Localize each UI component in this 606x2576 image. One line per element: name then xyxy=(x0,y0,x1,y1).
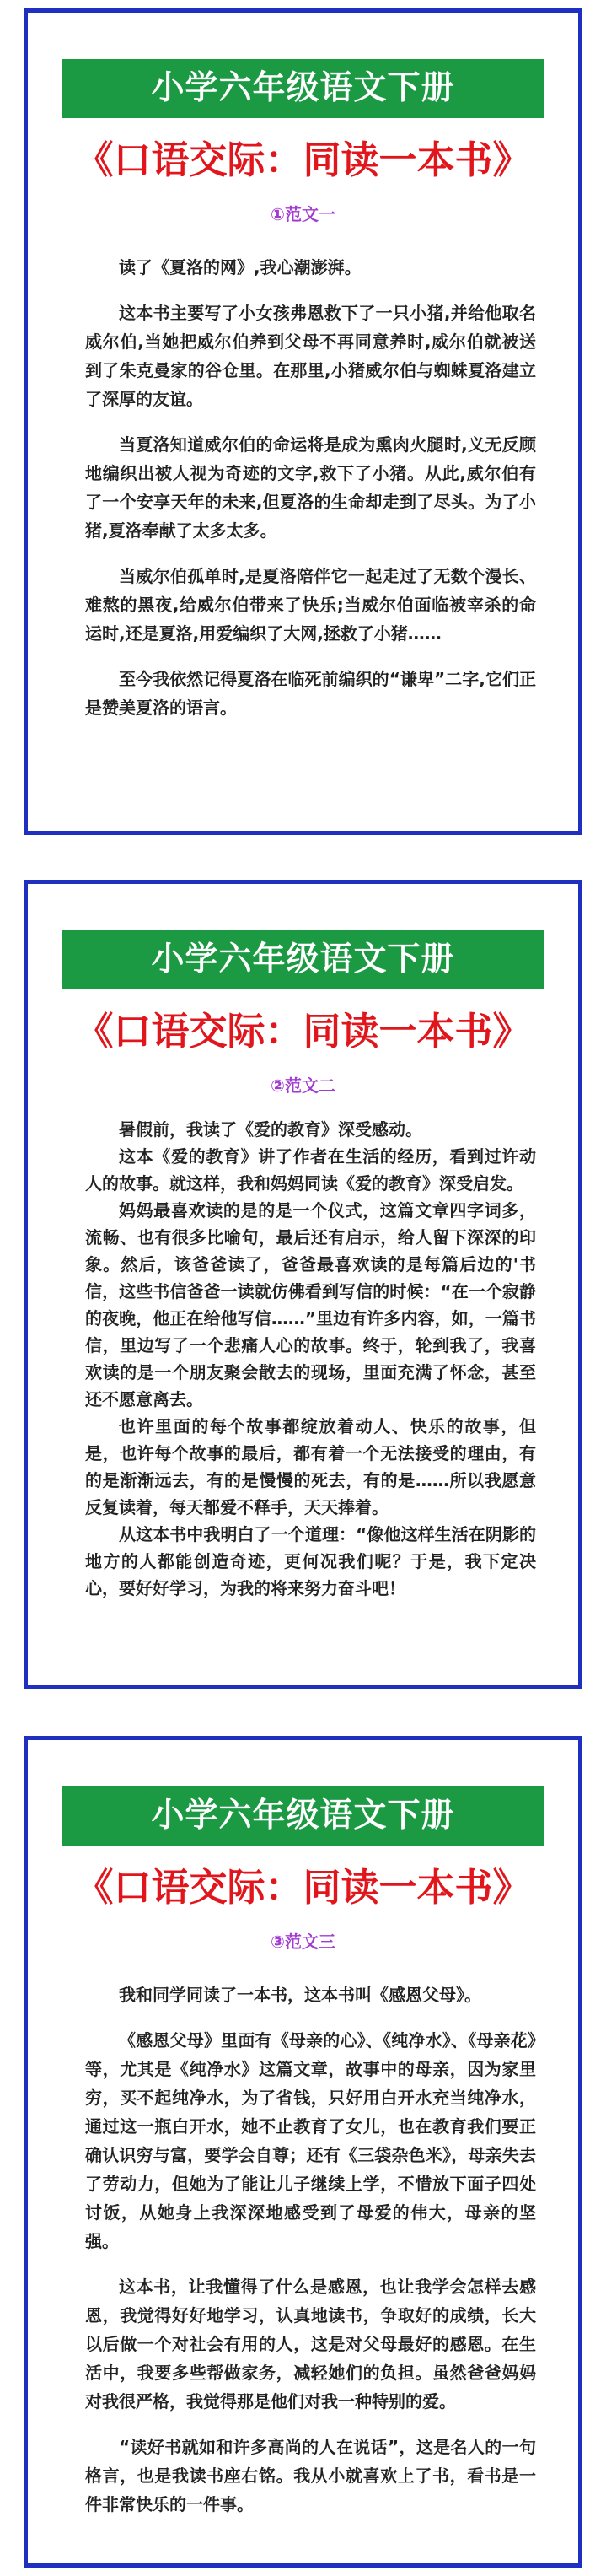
paragraph: “读好书就如和许多高尚的人在说话”，这是名人的一句格言，也是我读书座右铭。我从小就喜欢上了书，看书是一件非常快乐的一件事。 xyxy=(85,2437,536,2514)
paragraph: 妈妈最喜欢读的是的是一个仪式，这篇文章四字词多，流畅、也有很多比喻句，最后还有启示，给人留下深深的印象。然后，该爸爸读了，爸爸最喜欢读的是每篇后边的'书信，这些书信爸爸一读就仿佛看到写信的时候：“在一个寂静的夜晚，他正在给他写信……”里边有许多内容，如，一篇书信，里边写了一个悲痛人心的故事。终于，轮到我了，我喜欢读的是一个朋友聚会散去的现场，里面充满了怀念，甚至还不愿意离去。 xyxy=(85,1200,536,1409)
banner-title: 小学六年级语文下册 xyxy=(62,1786,544,1846)
paragraph: 这本书，让我懂得了什么是感恩，也让我学会怎样去感恩，我觉得好好地学习，认真地读书，争取好的成绩，长大以后做一个对社会有用的人，这是对父母最好的感恩。在生活中，我要多些帮做家务，减轻她们的负担。虽然爸爸妈妈对我很严格，我觉得那是他们对我一种特别的爱。 xyxy=(85,2277,536,2412)
paragraph: 当夏洛知道威尔伯的命运将是成为熏肉火腿时,义无反顾地编织出被人视为奇迹的文字,救下了小猪。从此,威尔伯有了一个安享天年的未来,但夏洛的生命却走到了尽头。为了小猪,夏洛奉献了太多太多。 xyxy=(85,434,536,541)
subtitle: 《口语交际：同读一本书》 xyxy=(75,1865,531,1910)
paragraph: 读了《夏洛的网》,我心潮澎湃。 xyxy=(119,257,362,278)
essay-body xyxy=(85,1116,536,1602)
essay-body xyxy=(85,253,536,739)
paragraph: 从这本书中我明白了一个道理：“像他这样生活在阴影的地方的人都能创造奇迹，更何况我们呢？于是，我下定决心，要好好学习，为我的将来努力奋斗吧！ xyxy=(85,1524,536,1598)
paragraph: 暑假前，我读了《爱的教育》深受感动。 xyxy=(119,1119,422,1140)
subtitle: 《口语交际：同读一本书》 xyxy=(75,137,531,182)
essay-card-1 xyxy=(24,8,582,835)
paragraph: 《感恩父母》里面有《母亲的心》、《纯净水》、《母亲花》等，尤其是《纯净水》这篇文章，故事中的母亲，因为家里穷，买不起纯净水，为了省钱，只好用白开水充当纯净水，通过这一瓶白开水，她不止教育了女儿，也在教育我们要正确认识穷与富，要学会自尊；还有《三袋杂色米》，母亲失去了劳动力，但她为了能让儿子继续上学，不惜放下面子四处讨饭，从她身上我深深地感受到了母爱的伟大，母亲的坚强。 xyxy=(85,2030,536,2251)
paragraph: 至今我依然记得夏洛在临死前编织的“谦卑”二字,它们正是赞美夏洛的语言。 xyxy=(85,669,536,718)
paragraph: 这本书主要写了小女孩弗恩救下了一只小猪,并给他取名威尔伯,当她把威尔伯养到父母不再同意养时,威尔伯就被送到了朱克曼家的谷仓里。在那里,小猪威尔伯与蜘蛛夏洛建立了深厚的友谊。 xyxy=(85,303,536,409)
essay-label: ①范文一 xyxy=(271,204,335,224)
banner-title: 小学六年级语文下册 xyxy=(62,59,544,118)
paragraph: 当威尔伯孤单时,是夏洛陪伴它一起走过了无数个漫长、难熬的黑夜,给威尔伯带来了快乐;当威尔伯面临被宰杀的命运时,还是夏洛,用爱编织了大网,拯救了小猪…… xyxy=(85,566,536,644)
essay-label: ②范文二 xyxy=(271,1075,335,1096)
subtitle: 《口语交际：同读一本书》 xyxy=(75,1009,531,1054)
essay-card-3 xyxy=(24,1736,582,2568)
essay-body xyxy=(85,1981,536,2536)
essay-label: ③范文三 xyxy=(271,1932,335,1952)
paragraph: 我和同学同读了一本书，这本书叫《感恩父母》。 xyxy=(119,1985,481,2005)
paragraph: 也许里面的每个故事都绽放着动人、快乐的故事，但是，也许每个故事的最后，都有着一个无法接受的理由，有的是渐渐远去，有的是慢慢的死去，有的是……所以我愿意反复读着，每天都爱不释手，天天捧着。 xyxy=(85,1416,536,1517)
essay-card-2 xyxy=(24,880,582,1689)
paragraph: 这本《爱的教育》讲了作者在生活的经历，看到过许动人的故事。就这样，我和妈妈同读《爱的教育》深受启发。 xyxy=(85,1146,536,1194)
banner-title: 小学六年级语文下册 xyxy=(62,930,544,989)
